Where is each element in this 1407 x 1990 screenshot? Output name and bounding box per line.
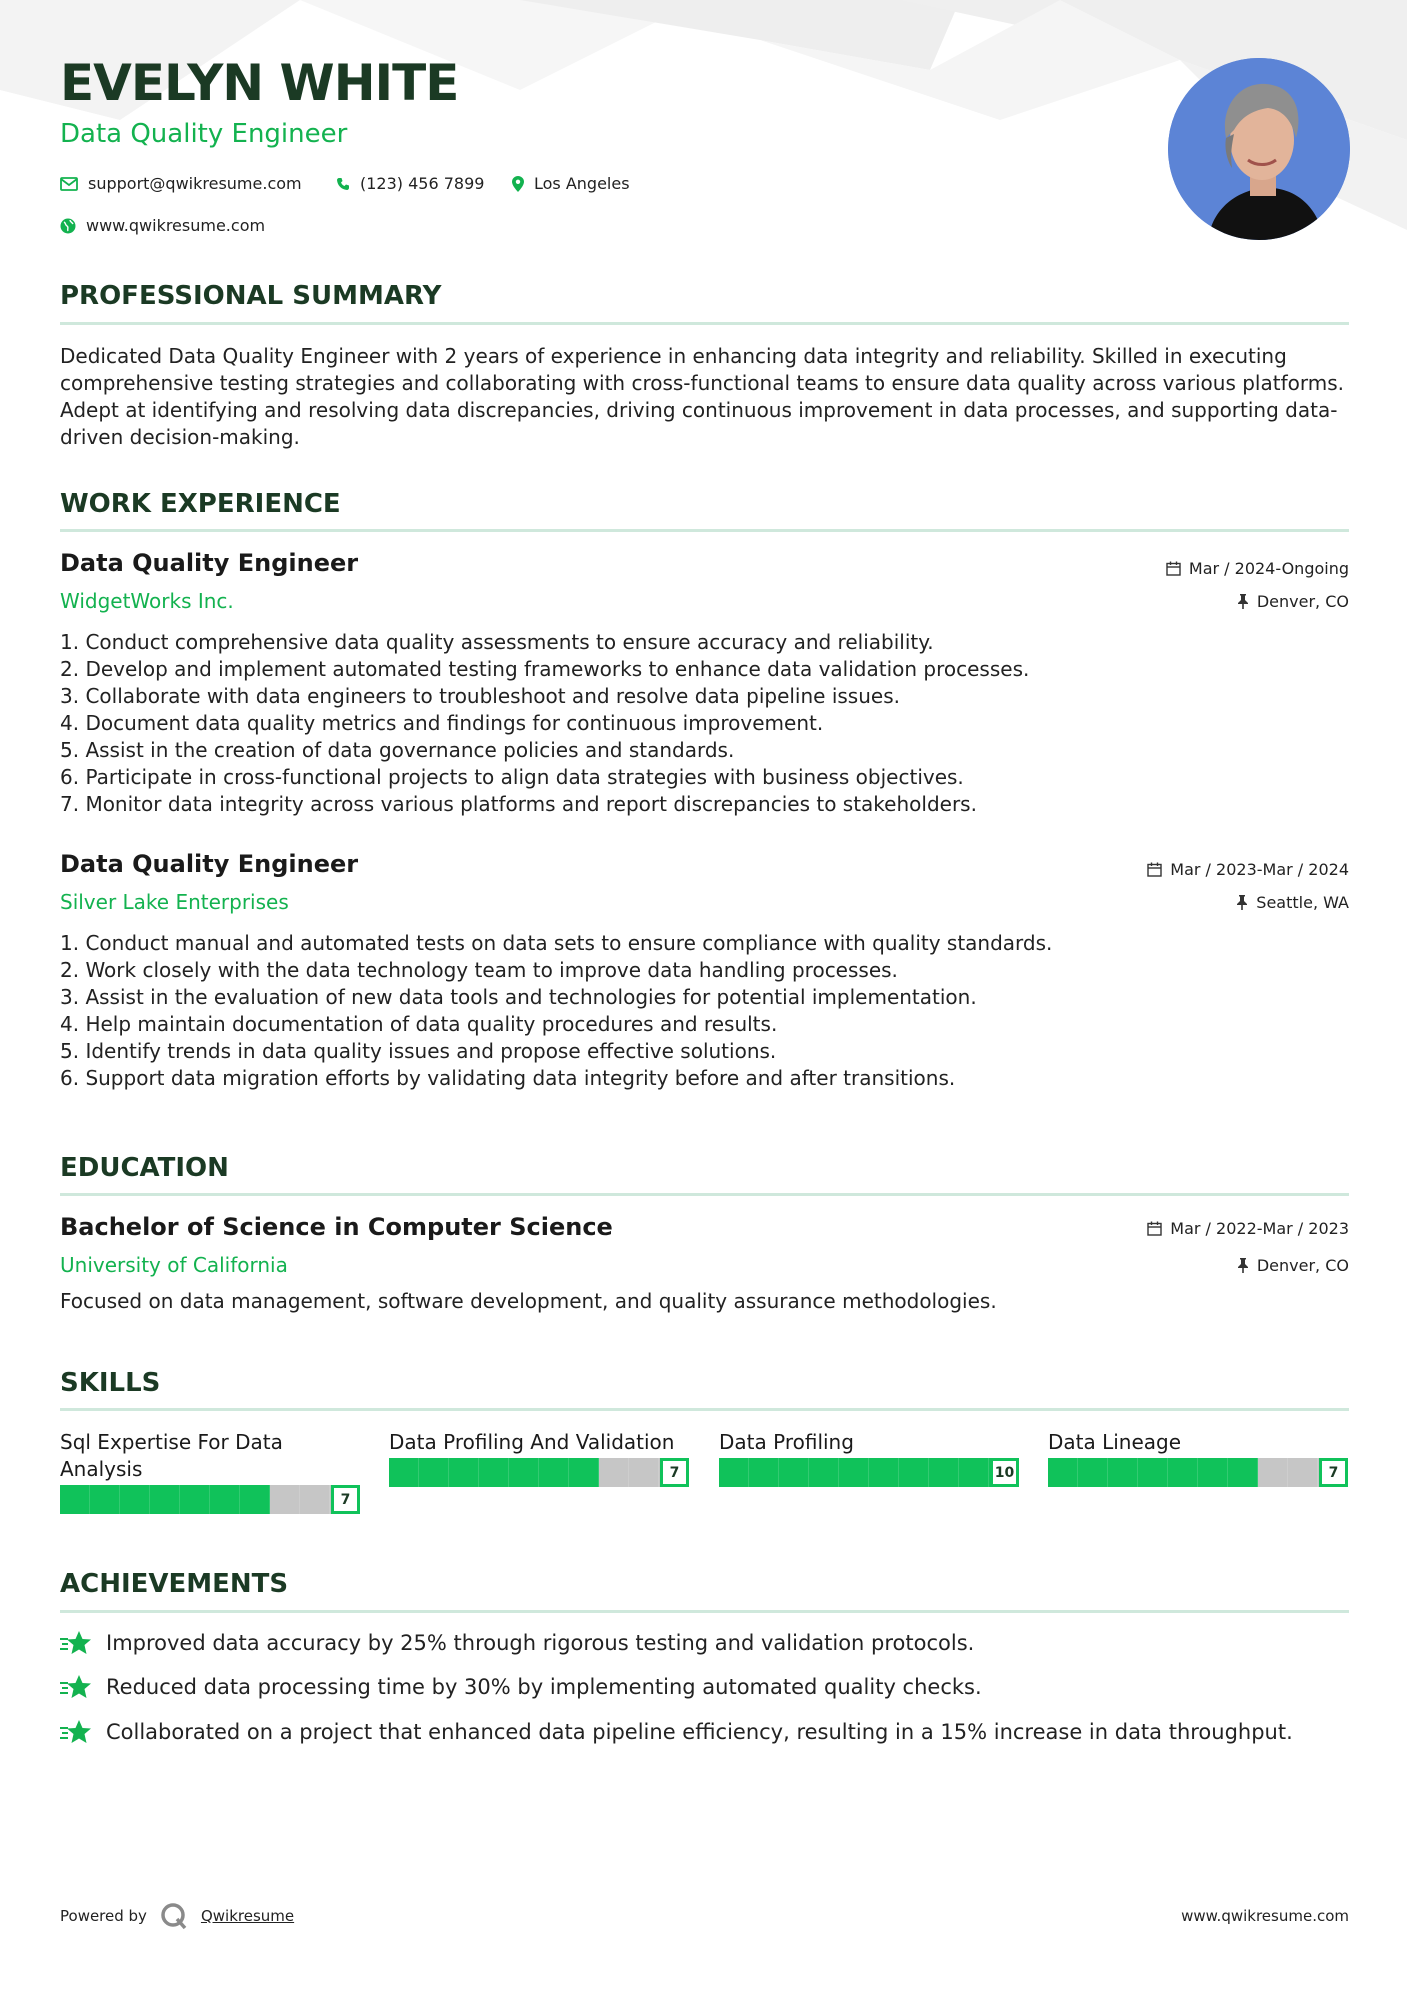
website-text[interactable]: www.qwikresume.com bbox=[86, 216, 266, 235]
list-item: 1. Conduct manual and automated tests on data sets to ensure compliance with quality standards. bbox=[60, 931, 1053, 955]
job-responsibilities bbox=[60, 629, 1350, 818]
job-date-text: Mar / 2023-Mar / 2024 bbox=[1170, 860, 1349, 879]
job-date bbox=[1166, 559, 1349, 578]
star-icon bbox=[60, 1674, 92, 1700]
skill-level-badge: 7 bbox=[1319, 1458, 1348, 1487]
list-item: 2. Work closely with the data technology team to improve data handling processes. bbox=[60, 958, 898, 982]
list-item: 3. Collaborate with data engineers to troubleshoot and resolve data pipeline issues. bbox=[60, 684, 900, 708]
skills-heading: SKILLS bbox=[60, 1368, 161, 1398]
experience-heading: WORK EXPERIENCE bbox=[60, 489, 341, 519]
section-divider bbox=[60, 1193, 1349, 1196]
map-pin-icon bbox=[512, 176, 524, 192]
list-item: 5. Identify trends in data quality issues and propose effective solutions. bbox=[60, 1039, 777, 1063]
list-item: 1. Conduct comprehensive data quality assessments to ensure accuracy and reliability. bbox=[60, 630, 934, 654]
qwikresume-link[interactable]: Qwikresume bbox=[200, 1907, 295, 1925]
calendar-icon bbox=[1147, 862, 1162, 877]
list-item: 7. Monitor data integrity across various platforms and report discrepancies to stakeholders. bbox=[60, 792, 977, 816]
achievement-text: Collaborated on a project that enhanced data pipeline efficiency, resulting in a 15% increase in data throughput. bbox=[106, 1720, 1293, 1744]
email-text[interactable]: support@qwikresume.com bbox=[88, 174, 302, 193]
location-contact bbox=[512, 174, 630, 193]
job-title: Data Quality Engineer bbox=[60, 850, 359, 878]
phone-text[interactable]: (123) 456 7899 bbox=[360, 174, 485, 193]
achievement-item bbox=[60, 1719, 1293, 1745]
skill-name: Data Lineage bbox=[1048, 1430, 1182, 1454]
summary-text: Dedicated Data Quality Engineer with 2 years of experience in enhancing data integrity and reliability. Skilled in executing comprehensive testing strategies and collaborating with cross-functional teams to ensure data quality across various platforms. Adept at identifying and resolving data discrepancies, driving continuous improvement in data processes, and supporting data-driven decision-making. bbox=[60, 344, 1344, 449]
job-date-text: Mar / 2024-Ongoing bbox=[1188, 559, 1349, 578]
pushpin-icon bbox=[1237, 1258, 1249, 1273]
calendar-icon bbox=[1147, 1221, 1162, 1236]
email-contact[interactable] bbox=[60, 174, 302, 193]
job-location-text: Seattle, WA bbox=[1256, 893, 1349, 912]
star-icon bbox=[60, 1630, 92, 1656]
skill-level-badge: 7 bbox=[331, 1485, 360, 1514]
education-date bbox=[1147, 1219, 1349, 1238]
degree-title: Bachelor of Science in Computer Science bbox=[60, 1213, 613, 1241]
school-name: University of California bbox=[60, 1253, 288, 1277]
job-company: Silver Lake Enterprises bbox=[60, 890, 289, 914]
education-heading: EDUCATION bbox=[60, 1153, 229, 1183]
qwikresume-logo-icon bbox=[159, 1901, 189, 1931]
job-location bbox=[1237, 592, 1349, 611]
section-divider bbox=[60, 1408, 1349, 1411]
website-contact[interactable] bbox=[60, 216, 265, 235]
achievements-heading: ACHIEVEMENTS bbox=[60, 1569, 289, 1599]
job-date bbox=[1147, 860, 1349, 879]
footer-website[interactable] bbox=[1181, 1907, 1349, 1925]
summary-heading: PROFESSIONAL SUMMARY bbox=[60, 281, 442, 311]
candidate-role: Data Quality Engineer bbox=[60, 119, 348, 149]
section-divider bbox=[60, 529, 1349, 532]
job-company: WidgetWorks Inc. bbox=[60, 589, 234, 613]
pushpin-icon bbox=[1237, 594, 1249, 609]
phone-icon bbox=[336, 177, 350, 191]
list-item: 4. Help maintain documentation of data quality procedures and results. bbox=[60, 1012, 778, 1036]
skill-name: Data Profiling And Validation bbox=[389, 1430, 675, 1454]
achievement-text: Reduced data processing time by 30% by implementing automated quality checks. bbox=[106, 1675, 982, 1699]
section-divider bbox=[60, 322, 1349, 325]
pushpin-icon bbox=[1236, 895, 1248, 910]
education-location bbox=[1237, 1256, 1349, 1275]
star-icon bbox=[60, 1719, 92, 1745]
skill-item bbox=[1048, 1429, 1348, 1487]
job-location-text: Denver, CO bbox=[1256, 592, 1349, 611]
section-divider bbox=[60, 1610, 1349, 1613]
list-item: 3. Assist in the evaluation of new data tools and technologies for potential implementation. bbox=[60, 985, 977, 1009]
list-item: 6. Participate in cross-functional projects to align data strategies with business objectives. bbox=[60, 765, 964, 789]
skill-level-bar bbox=[60, 1485, 360, 1514]
skill-item bbox=[719, 1429, 1019, 1487]
job-title: Data Quality Engineer bbox=[60, 549, 359, 577]
skill-name: Sql Expertise For Data Analysis bbox=[60, 1430, 283, 1481]
skill-level-badge: 10 bbox=[990, 1458, 1019, 1487]
envelope-icon bbox=[60, 177, 78, 191]
achievement-item bbox=[60, 1630, 974, 1656]
list-item: 6. Support data migration efforts by validating data integrity before and after transitions. bbox=[60, 1066, 956, 1090]
candidate-name: EVELYN WHITE bbox=[60, 54, 459, 112]
footer-powered-by bbox=[60, 1901, 294, 1931]
achievement-text: Improved data accuracy by 25% through rigorous testing and validation protocols. bbox=[106, 1631, 975, 1655]
skill-level-bar bbox=[1048, 1458, 1348, 1487]
powered-by-text: Powered by bbox=[60, 1907, 147, 1925]
list-item: 4. Document data quality metrics and findings for continuous improvement. bbox=[60, 711, 824, 735]
list-item: 5. Assist in the creation of data governance policies and standards. bbox=[60, 738, 735, 762]
job-responsibilities bbox=[60, 930, 1350, 1092]
education-date-text: Mar / 2022-Mar / 2023 bbox=[1170, 1219, 1349, 1238]
skill-item bbox=[60, 1429, 360, 1514]
job-location bbox=[1236, 893, 1349, 912]
skill-level-badge: 7 bbox=[660, 1458, 689, 1487]
skill-level-bar bbox=[389, 1458, 689, 1487]
location-text: Los Angeles bbox=[534, 174, 630, 193]
education-location-text: Denver, CO bbox=[1256, 1256, 1349, 1275]
profile-photo bbox=[1168, 58, 1350, 240]
list-item: 2. Develop and implement automated testing frameworks to enhance data validation processes. bbox=[60, 657, 1030, 681]
achievement-item bbox=[60, 1674, 982, 1700]
phone-contact[interactable] bbox=[336, 174, 484, 193]
skill-item bbox=[389, 1429, 689, 1487]
globe-icon bbox=[60, 218, 76, 234]
calendar-icon bbox=[1166, 561, 1181, 576]
footer-website-text[interactable]: www.qwikresume.com bbox=[1181, 1907, 1349, 1925]
skill-name: Data Profiling bbox=[719, 1430, 854, 1454]
skill-level-bar bbox=[719, 1458, 1019, 1487]
education-description: Focused on data management, software development, and quality assurance methodologies. bbox=[60, 1289, 997, 1313]
